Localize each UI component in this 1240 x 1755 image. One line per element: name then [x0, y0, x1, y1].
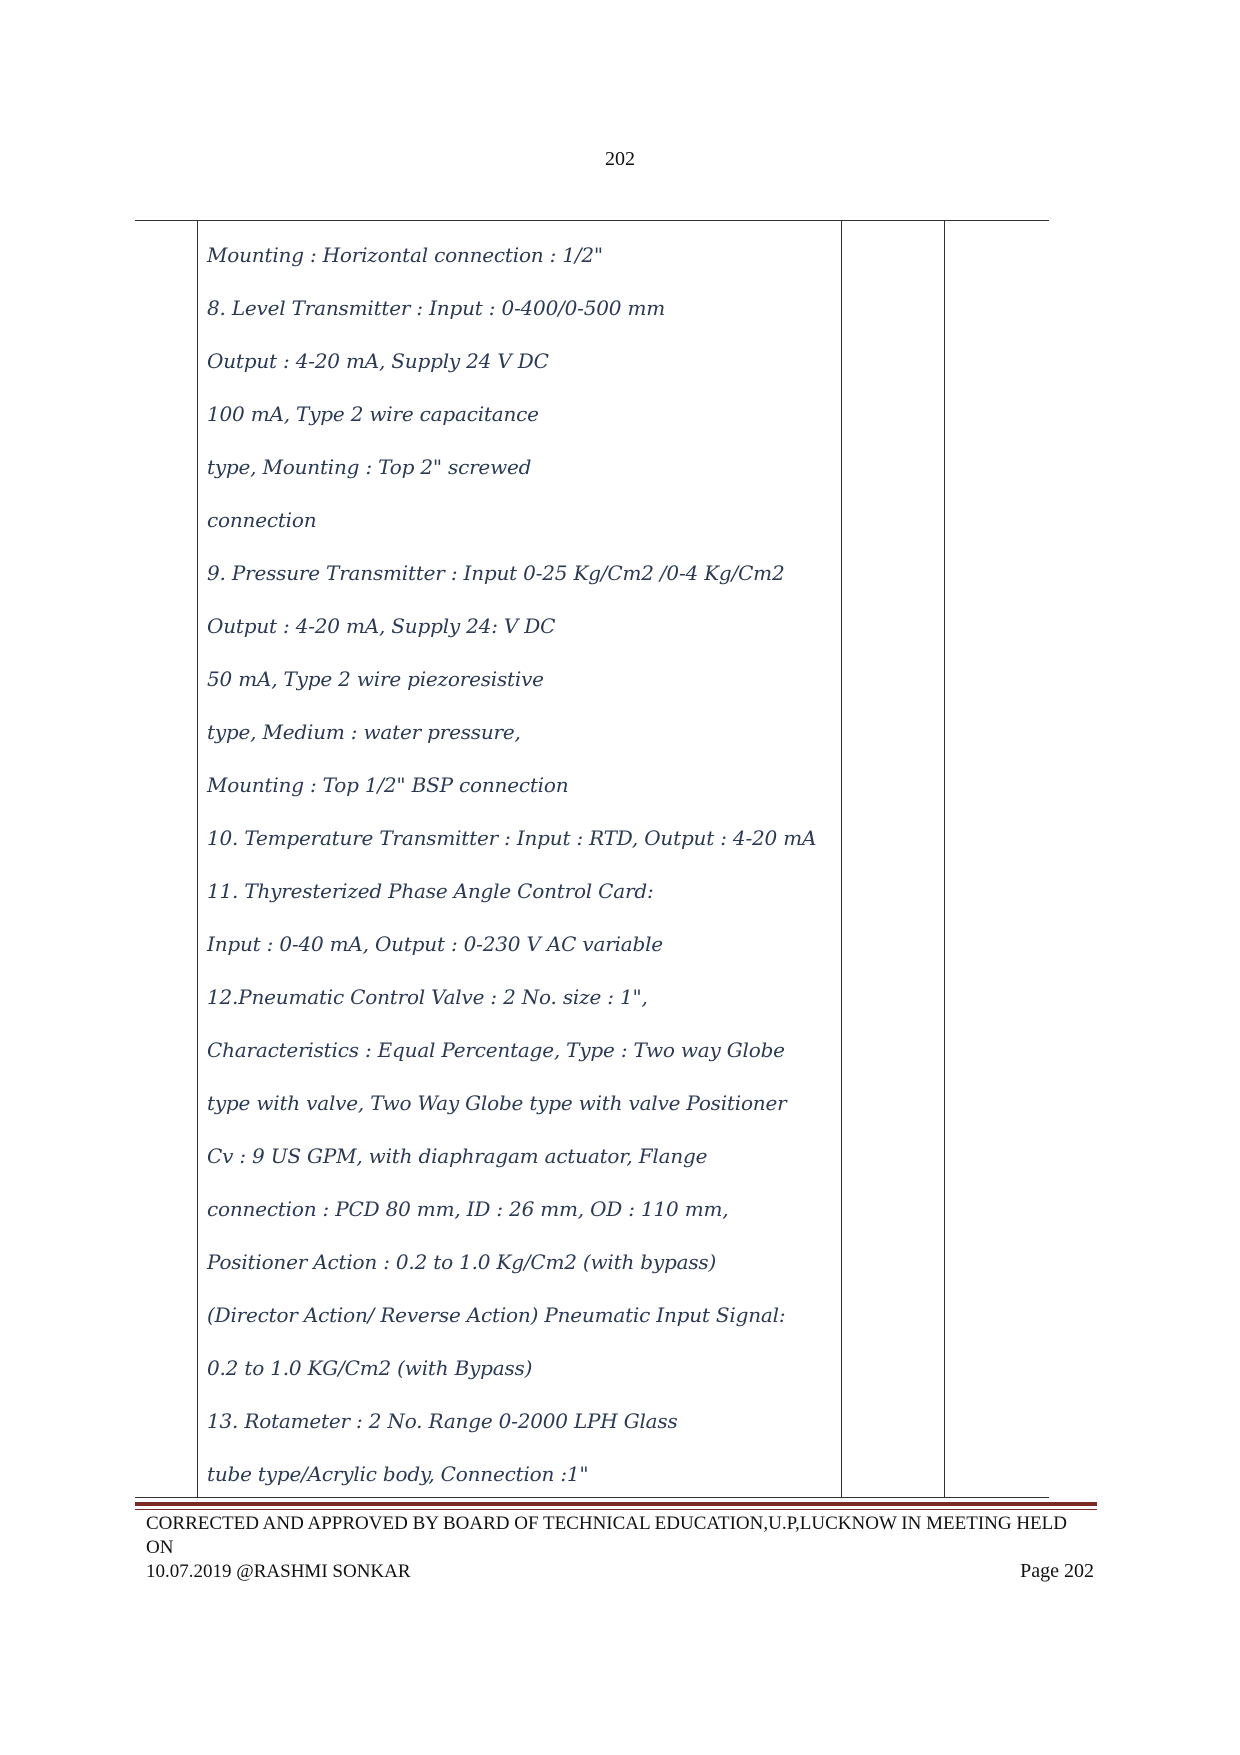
spec-line: Input : 0-40 mA, Output : 0-230 V AC variable	[207, 932, 663, 956]
spec-line: 11. Thyresterized Phase Angle Control Card:	[207, 879, 654, 903]
table-column-divider-2	[841, 220, 842, 1497]
spec-line: 9. Pressure Transmitter : Input 0-25 Kg/Cm2 /0-4 Kg/Cm2	[207, 561, 785, 585]
table-column-divider-3	[944, 220, 945, 1497]
footer-approval-line-2: 10.07.2019 @RASHMI SONKAR	[146, 1561, 411, 1582]
spec-line: Positioner Action : 0.2 to 1.0 Kg/Cm2 (with bypass)	[207, 1250, 717, 1274]
page-number-header: 202	[605, 148, 635, 170]
footer-approval-line-1: CORRECTED AND APPROVED BY BOARD OF TECHNICAL EDUCATION,U.P,LUCKNOW IN MEETING HELD ON	[146, 1513, 1067, 1558]
spec-line: connection	[207, 508, 317, 532]
footer-approval-note	[146, 1512, 1096, 1584]
spec-line: type, Medium : water pressure,	[207, 720, 521, 744]
spec-line: 50 mA, Type 2 wire piezoresistive	[207, 667, 544, 691]
spec-line: Mounting : Top 1/2" BSP connection	[207, 773, 569, 797]
spec-line: Output : 4-20 mA, Supply 24 V DC	[207, 349, 549, 373]
spec-line: connection : PCD 80 mm, ID : 26 mm, OD : 110 mm,	[207, 1197, 729, 1221]
spec-line: Mounting : Horizontal connection : 1/2"	[207, 243, 603, 267]
spec-line: 0.2 to 1.0 KG/Cm2 (with Bypass)	[207, 1356, 533, 1380]
spec-line: 100 mA, Type 2 wire capacitance	[207, 402, 539, 426]
footer-rule-thick	[135, 1502, 1097, 1506]
specification-text	[207, 229, 837, 1501]
spec-line: Output : 4-20 mA, Supply 24: V DC	[207, 614, 556, 638]
footer-rule-thin	[135, 1509, 1097, 1510]
spec-line: 12.Pneumatic Control Valve : 2 No. size : 1",	[207, 985, 648, 1009]
spec-line: tube type/Acrylic body, Connection :1"	[207, 1462, 589, 1486]
table-column-divider-1	[197, 220, 198, 1497]
spec-line: 13. Rotameter : 2 No. Range 0-2000 LPH Glass	[207, 1409, 678, 1433]
footer-page-number: Page 202	[1020, 1560, 1094, 1582]
spec-line: 10. Temperature Transmitter : Input : RTD, Output : 4-20 mA	[207, 826, 817, 850]
spec-line: (Director Action/ Reverse Action) Pneumatic Input Signal:	[207, 1303, 786, 1327]
table-top-border	[135, 220, 1049, 221]
spec-line: Characteristics : Equal Percentage, Type : Two way Globe	[207, 1038, 785, 1062]
spec-line: Cv : 9 US GPM, with diaphragam actuator, Flange	[207, 1144, 708, 1168]
spec-line: type, Mounting : Top 2" screwed	[207, 455, 532, 479]
spec-line: 8. Level Transmitter : Input : 0-400/0-500 mm	[207, 296, 665, 320]
spec-line: type with valve, Two Way Globe type with valve Positioner	[207, 1091, 787, 1115]
